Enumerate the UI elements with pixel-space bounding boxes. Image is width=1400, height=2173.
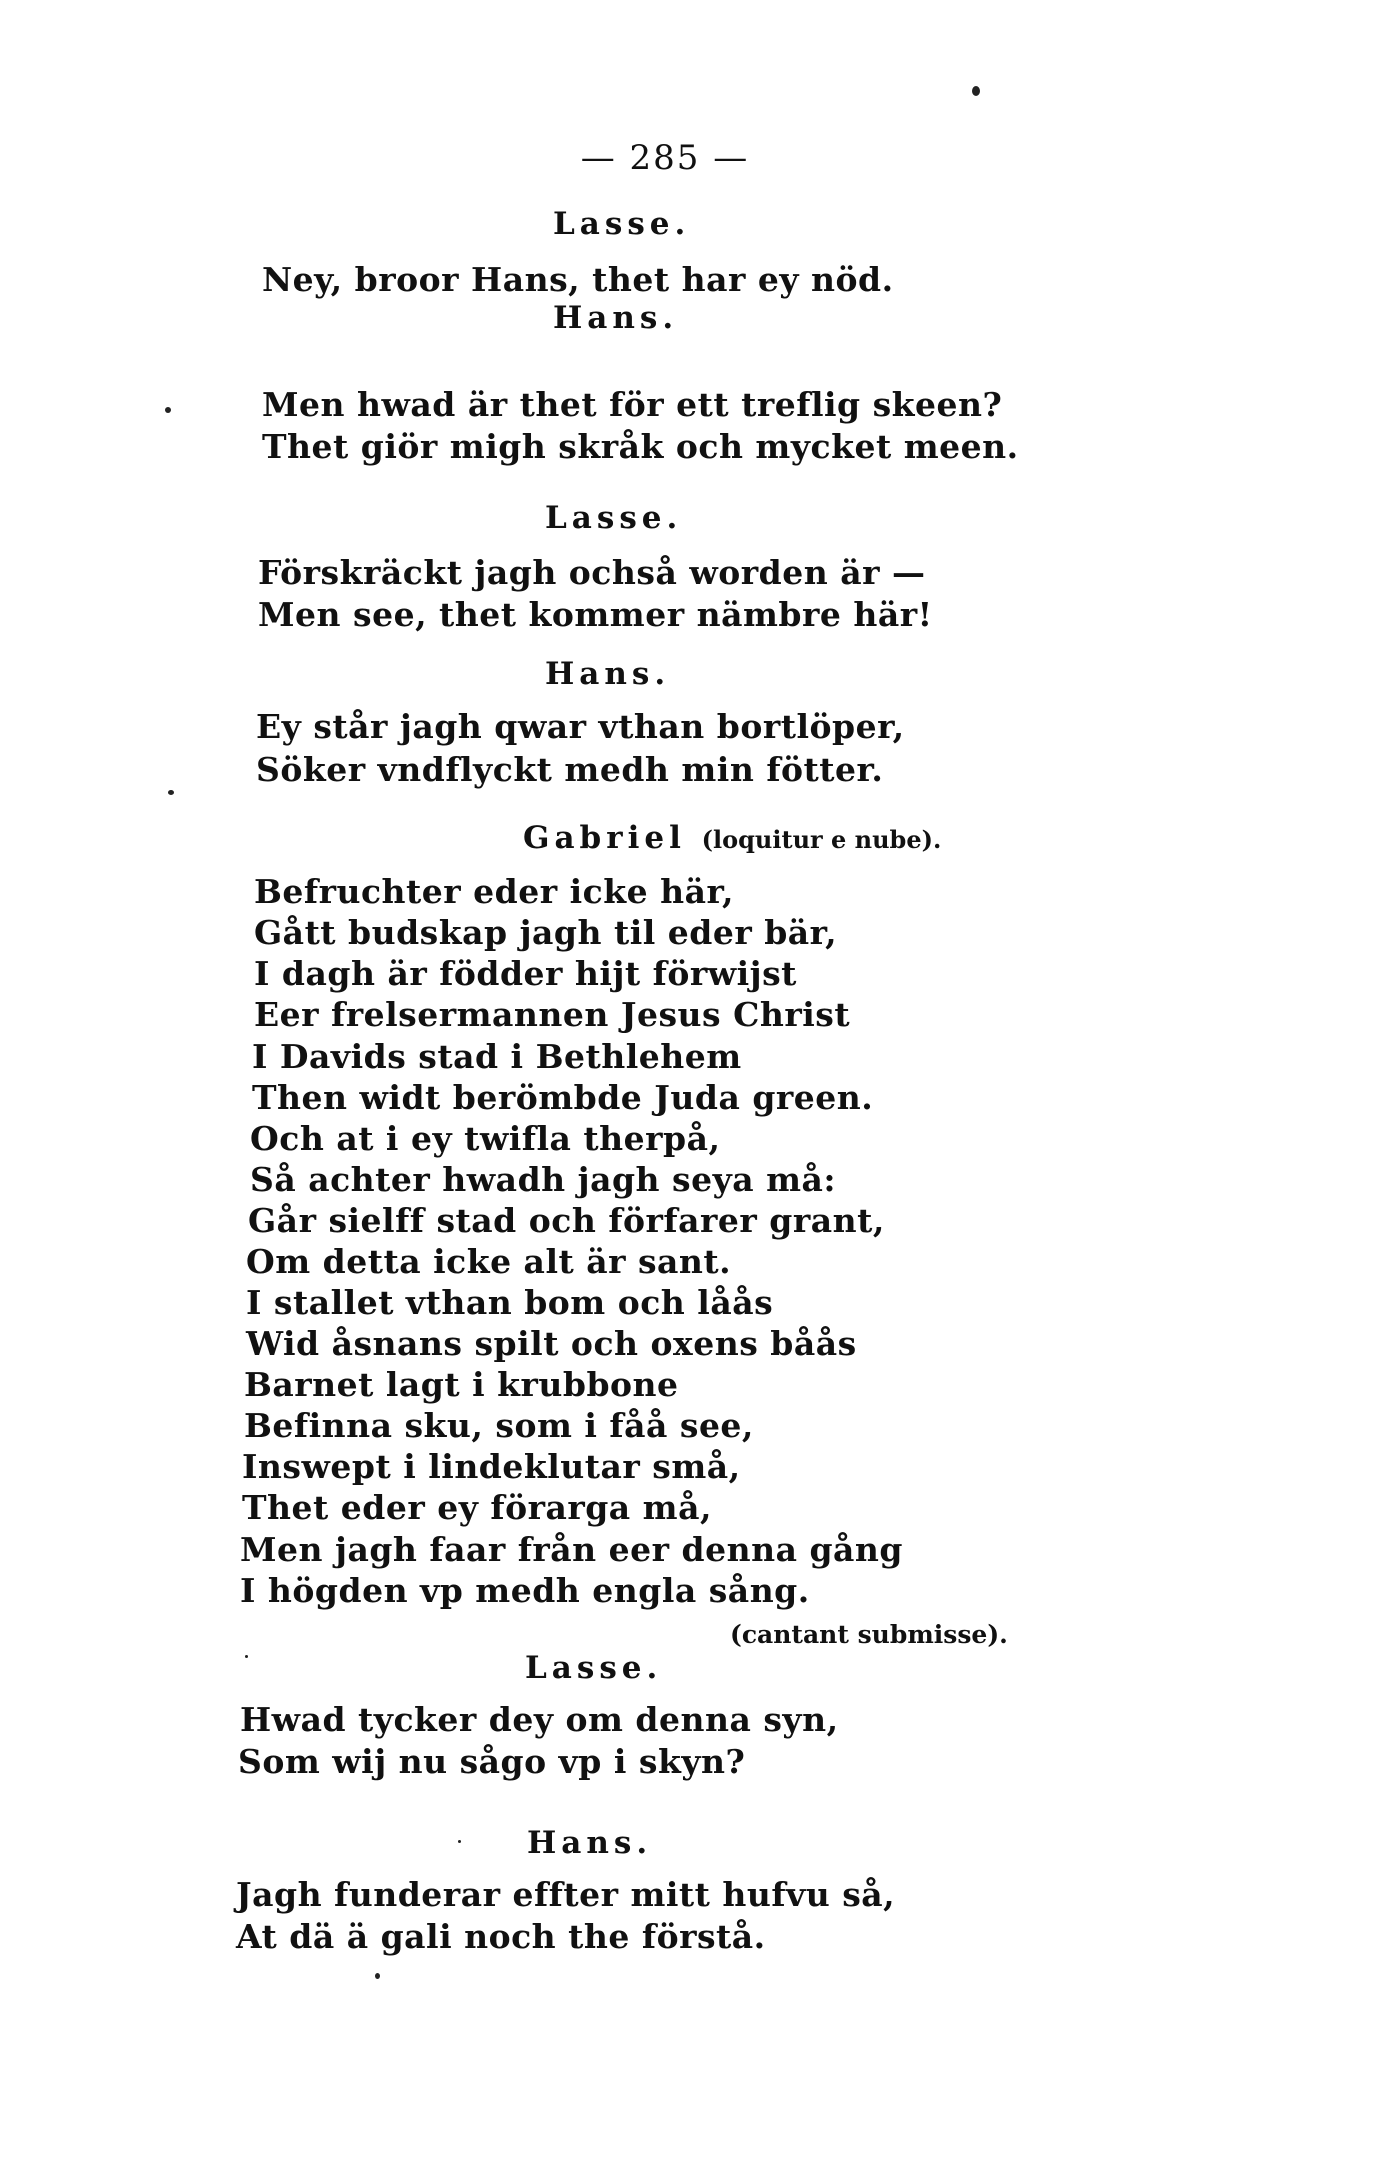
verse-line: Så achter hwadh jagh seya må: [250,1160,837,1199]
ink-speck [458,1840,461,1843]
verse-line: Går sielff stad och förfarer grant, [248,1201,885,1240]
verse-line: Ey står jagh qwar vthan bortlöper, [256,707,905,746]
speaker-name: Hans. [545,656,671,692]
speaker-name: Hans. [527,1825,653,1861]
verse-line: Hwad tycker dey om denna syn, [240,1700,839,1739]
ink-speck [245,1655,248,1658]
verse-line: I stallet vthan bom och låås [246,1283,774,1322]
ink-speck [168,790,174,795]
verse-line: Inswept i lindeklutar små, [242,1447,741,1486]
speaker-name: Lasse. [545,500,683,536]
speaker-name: Lasse. [525,1650,663,1686]
verse-line: Ney, broor Hans, thet har ey nöd. [262,260,894,299]
stage-direction: (loquitur e nube). [701,825,942,854]
verse-line: Gått budskap jagh til eder bär, [254,913,838,952]
page-number: — 285 — [580,138,750,178]
verse-line: At dä ä gali noch the förstå. [236,1917,766,1956]
speaker-name: Hans. [553,300,679,336]
verse-line: Befruchter eder icke här, [254,872,734,911]
ink-speck [972,86,980,96]
verse-line: Jagh funderar effter mitt hufvu så, [236,1875,896,1914]
verse-line: Och at i ey twifla therpå, [250,1119,721,1158]
verse-line: Men hwad är thet för ett treflig skeen? [262,385,1003,424]
verse-line: Barnet lagt i krubbone [244,1365,679,1404]
verse-line: Om detta icke alt är sant. [246,1242,732,1281]
verse-line: Befinna sku, som i fåå see, [244,1406,754,1445]
speaker-label: Gabriel [523,820,686,856]
verse-line: Men see, thet kommer nämbre här! [258,595,933,634]
verse-line: Som wij nu sågo vp i skyn? [238,1742,746,1781]
verse-line: Wid åsnans spilt och oxens båås [246,1324,857,1363]
stage-direction: (cantant submisse). [730,1620,1008,1649]
verse-line: Thet giör migh skråk och mycket meen. [262,427,1019,466]
speaker-name: Lasse. [553,206,691,242]
verse-line: Thet eder ey förarga må, [242,1488,712,1527]
verse-line: Men jagh faar från eer denna gång [240,1530,903,1569]
verse-line: I Davids stad i Bethlehem [252,1037,742,1076]
verse-line: Then widt berömbde Juda green. [252,1078,874,1117]
verse-line: I högden vp medh engla sång. [240,1571,810,1610]
speaker-name [523,820,941,856]
verse-line: Förskräckt jagh ochså worden är — [258,553,926,592]
verse-line: I dagh är födder hijt förwijst [254,954,797,993]
verse-line: Söker vndflyckt medh min fötter. [256,750,884,789]
verse-line: Eer frelsermannen Jesus Christ [254,995,851,1034]
ink-speck [375,1973,380,1979]
ink-speck [165,407,171,413]
